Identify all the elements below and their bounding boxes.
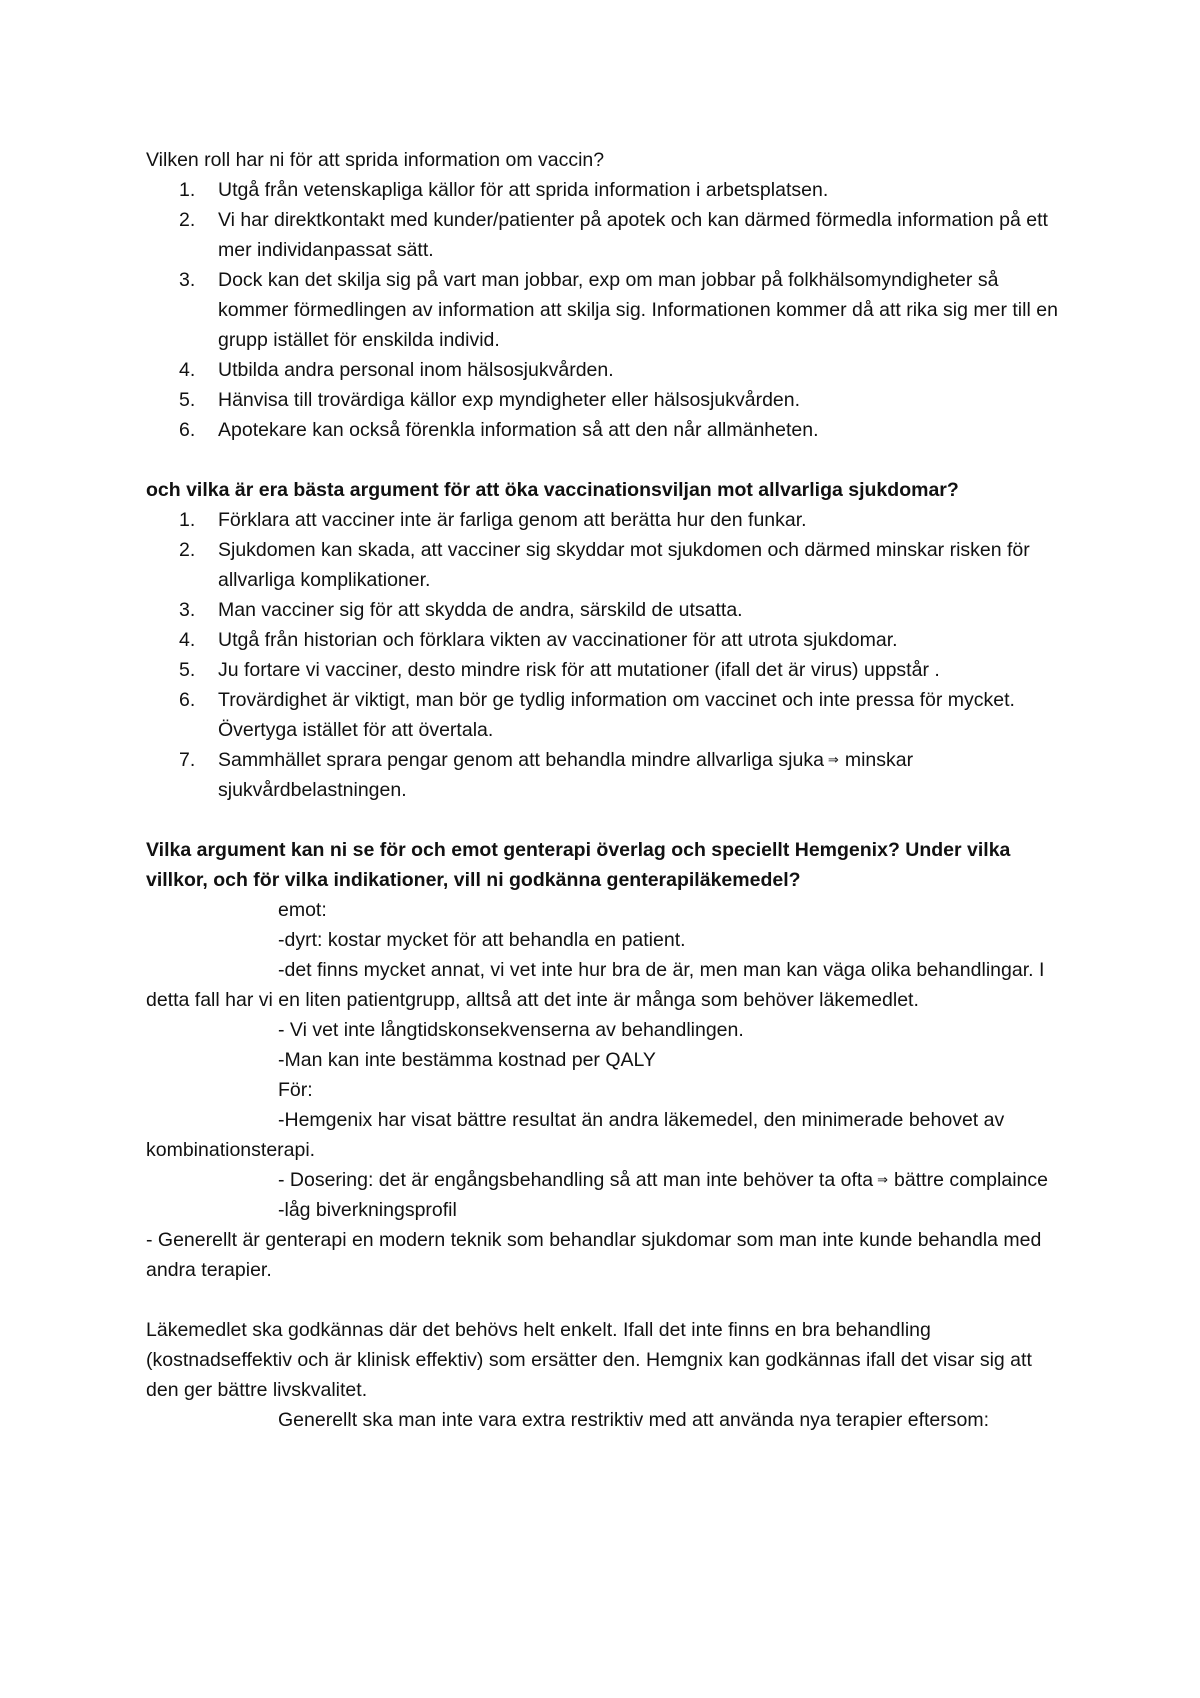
question-gene-therapy: Vilka argument kan ni se för och emot genterapi överlag och speciellt Hemgenix? Under vilka villkor, och för vilka indikationer, vill ni godkänna genterapiläkemedel? [146,839,1011,891]
list-item: 3. Man vacciner sig för att skydda de andra, särskild de utsatta. [179,599,743,621]
list-vaccine-role [146,175,1066,445]
list-vaccination-arguments [146,505,1066,805]
list-item: 5. Hänvisa till trovärdiga källor exp myndigheter eller hälsosjukvården. [179,389,801,411]
list-item: 4. Utbilda andra personal inom hälsosjukvården. [179,359,614,381]
against-point: - Vi vet inte långtidskonsekvenserna av behandlingen. [278,1019,744,1041]
closing-paragraph: Generellt ska man inte vara extra restriktiv med att använda nya terapier eftersom: [278,1409,989,1431]
approval-paragraph: Läkemedlet ska godkännas där det behövs helt enkelt. Ifall det inte finns en bra behandling (kostnadseffektiv och är klinisk effektiv) som ersätter den. Hemgnix kan godkännas ifall det visar sig att den ger bättre livskvalitet. [146,1319,1032,1401]
document-page [146,145,1066,1435]
list-item: 6. Trovärdighet är viktigt, man bör ge tydlig information om vaccinet och inte pressa för mycket. Övertyga istället för att övertala. [179,689,1015,741]
arrow-icon: ⇒ [877,1172,889,1187]
list-item: 2. Sjukdomen kan skada, att vacciner sig skyddar mot sjukdomen och därmed minskar risken för allvarliga komplikationer. [179,539,1030,591]
for-point: -Hemgenix har visat bättre resultat än andra läkemedel, den minimerade behovet av kombinationsterapi. [146,1109,1005,1161]
question-vaccine-role: Vilken roll har ni för att sprida information om vaccin? [146,149,605,171]
against-point: -dyrt: kostar mycket för att behandla en patient. [278,929,686,951]
list-item: 4. Utgå från historian och förklara vikten av vaccinationer för att utrota sjukdomar. [179,629,898,651]
arrow-icon: ⇒ [827,752,839,767]
list-item: 5. Ju fortare vi vacciner, desto mindre risk för att mutationer (ifall det är virus) uppstår . [179,659,940,681]
against-point: -det finns mycket annat, vi vet inte hur bra de är, men man kan väga olika behandlingar. I detta fall har vi en liten patientgrupp, alltså att det inte är många som behöver läkemedlet. [146,959,1045,1011]
list-item: 2. Vi har direktkontakt med kunder/patienter på apotek och kan därmed förmedla information på ett mer individanpassat sätt. [179,209,1048,261]
general-statement: - Generellt är genterapi en modern teknik som behandlar sjukdomar som man inte kunde behandla med andra terapier. [146,1229,1042,1281]
question-vaccination-arguments: och vilka är era bästa argument för att öka vaccinationsviljan mot allvarliga sjukdomar? [146,479,959,501]
list-item: 1. Förklara att vacciner inte är farliga genom att berätta hur den funkar. [179,509,807,531]
list-item: 1. Utgå från vetenskapliga källor för att sprida information i arbetsplatsen. [179,179,829,201]
for-point: -låg biverkningsprofil [278,1199,457,1221]
label-for: För: [278,1079,313,1101]
against-point: -Man kan inte bestämma kostnad per QALY [278,1049,656,1071]
list-item: 7. Sammhället sprara pengar genom att behandla mindre allvarliga sjuka ⇒ minskar sjukvårdbelastningen. [146,745,1066,805]
for-point: - Dosering: det är engångsbehandling så att man inte behöver ta ofta ⇒ bättre complaince [146,1165,1066,1195]
label-against: emot: [278,899,327,921]
list-item: 6. Apotekare kan också förenkla information så att den når allmänheten. [179,419,819,441]
list-item: 3. Dock kan det skilja sig på vart man jobbar, exp om man jobbar på folkhälsomyndigheter så kommer förmedlingen av information att skilja sig. Informationen kommer då att rika sig mer till en grupp istället för enskilda individ. [179,269,1058,351]
